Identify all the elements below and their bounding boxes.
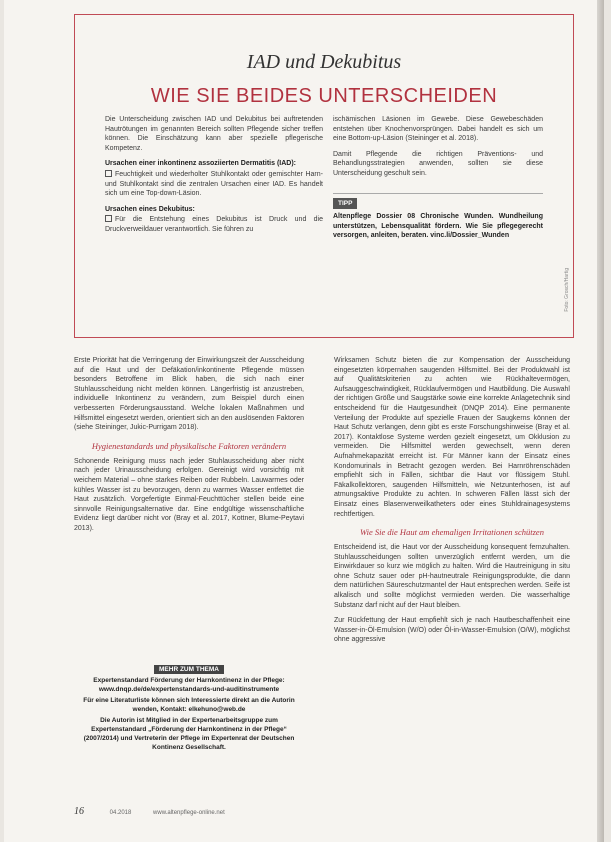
box-intro: Die Unterscheidung zwischen IAD und Dekubitus bei auftretenden Hautrötungen im genannten Bereich sollten Pflegende sicher treffen können. Die Einschätzung kann aber spezielle pflegerische Kompetenz. — [105, 116, 323, 152]
tipp-label: TIPP — [333, 198, 357, 210]
info-line: Für eine Literaturliste können sich Interessierte direkt an die Autorin wenden, Kontakt: elkehuno@web.de — [83, 697, 295, 713]
tipp-text[interactable]: Altenpflege Dossier 08 Chronische Wunden. Wundheilung unterstützen, Lebensqualität fördern. Wie Sie pflegegerecht versorgen, anleiten, beraten. vinc.li/Dossier_Wunden — [333, 213, 543, 240]
info-link[interactable]: www.dnqp.de/de/expertenstandards-und-auditinstrumente — [98, 686, 280, 693]
more-info-label: MEHR ZUM THEMA — [154, 665, 224, 674]
body-paragraph: Wirksamen Schutz bieten die zur Kompensation der Ausscheidung eingesetzten körpernahen saugenden Hilfsmittel. Bei der Produktwahl ist auf Qualitätskriterien zu achten wie Rückhaltevermögen, Aufsauggeschwindigkeit, Rücklaufvermögen und Hautbildung. Die Auswahl der richtigen Größe und Saugstärke sowie eine korrekte Anlagetechnik sind entscheidend für die Hautgesundheit (DNQP 2014). Eine permanente Verteilung der Produkte auf spezielle Frauen der Saugkerns können der Haut Schutz verlangen, denn gibt es erste Forschungshinweise (Bray et al. 2017). Kontaktlose Systeme werden gezielt eingesetzt, um Okklusion zu vermeiden. Die Hilfsmittel werden gewechselt, wenn deren Aufnahmekapazität erreicht ist. Für Männer kann der Einsatz eines Kondomurinals in Betracht gezogen werden. Bei Harnröhrenschäden empfiehlt sich in Fällen, sichtbar die Haut vor flüssigem Stuhl. Fäkalkollektoren, saugenden Hilfsmitteln, wie Netzunterhosen, ist auf atmungsaktive Produkte zu achten. In schweren Fällen lässt sich der Einsatz eines Blasenverweilkatheters oder eines Stuhldrainagesystems rechtfertigen. — [334, 357, 570, 518]
checkbox-icon — [105, 170, 112, 177]
sidebar-box — [74, 14, 574, 338]
dekubitus-text: Für die Entstehung eines Dekubitus ist Druck und die Druckverweildauer verantwortlich. Sie führen zu — [105, 216, 323, 233]
page-footer — [74, 806, 334, 817]
box-kicker: IAD und Dekubitus — [246, 51, 402, 73]
body-paragraph: Entscheidend ist, die Haut vor der Ausscheidung konsequent fernzuhalten. Stuhlausscheidungen sollten unverzüglich entfernt werden, um die Einwirkdauer so kurz wie möglich zu halten. Wird die Hautreinigung in situ ohne Schutz sauer oder pH-hautneutrale Reinigungsprodukte, die dann dem natürlichen Säureschutzmantel der Haut entsprechen werden. Seife ist alkalisch und sollte möglichst vermieden werden. Die wasserhaltige Substanz darf nicht auf der Haut bleiben. — [334, 544, 570, 609]
tipp-block — [333, 193, 543, 241]
box-col2-text2: Damit Pflegende die richtigen Präventions- und Behandlungsstrategien anwenden, sollten sie diese Unterscheidung geschult sein. — [333, 150, 543, 177]
dekubitus-heading: Ursachen eines Dekubitus: — [105, 205, 195, 213]
box-col2-text: ischämischen Läsionen im Gewebe. Diese Gewebeschäden entstehen über Knochenvorsprüngen. Dabei handelt es sich um eine Bottom-up-Läsion (Steininger et al. 2018). — [333, 116, 543, 143]
checkbox-icon — [105, 215, 112, 222]
body-column-right — [334, 356, 570, 651]
info-line: Expertenstandard Förderung der Harnkontinenz in der Pflege: — [93, 677, 285, 684]
iad-heading: Ursachen einer inkontinenz assoziierten Dermatitis (IAD): — [105, 160, 296, 168]
body-paragraph: Erste Priorität hat die Verringerung der Einwirkungszeit der Ausscheidung auf die Haut und der Defäkation/inkontinente Pflegende müssen besonders Betroffene im Blick haben, die sich nach einer Stuhlausscheidung nicht melden können. Längerfristig ist anzustreben, individuelle Inkontinenz zu verändern, zum Beispiel durch einen verbesserten Förderungsausstand. Welche lokalen Maßnahmen und Hilfsmittel eingesetzt werden, orientiert sich an den auslösenden Faktoren (siehe Steininger, Jukic-Purrigam 2018). — [74, 357, 304, 432]
body-paragraph: Zur Rückfettung der Haut empfiehlt sich je nach Hautbeschaffenheit eine Wasser-in-Öl-Emulsion (W/O) oder Öl-in-Wasser-Emulsion (O/W), möglichst ohne aggressive — [334, 617, 570, 644]
iad-text: Feuchtigkeit und wiederholter Stuhlkontakt oder gemischter Harn- und Stuhlkontakt sind die zentralen Ursachen einer IAD. Es handelt sich um eine Top-down-Läsion. — [105, 170, 323, 198]
website-link[interactable]: www.altenpflege-online.net — [153, 810, 225, 816]
body-column-left — [74, 356, 304, 540]
section-heading: Wie Sie die Haut am ehemaligen Irritationen schützen — [360, 527, 544, 538]
box-column-left — [105, 115, 323, 241]
box-corner-mark — [74, 14, 75, 20]
magazine-page — [4, 0, 604, 842]
box-column-right — [333, 115, 543, 241]
page-spine — [597, 0, 604, 842]
issue-label: 04.2018 — [109, 810, 132, 816]
body-paragraph: Schonende Reinigung muss nach jeder Stuhlausscheidung aber nicht nach jeder Urinausscheidung erfolgen. Gereinigt wird vorsichtig mit weichem Material – ohne starkes Reiben oder Rubbeln. Lauwarmes oder kühles Wasser ist zu bevorzugen, denn zu warmes Wasser entfettet die Haut zusätzlich. Vorgefertigte Einmal-Feuchttücher stellen beide eine sinnvolle Reinigungsalternative dar. Eine endgültige wissenschaftliche Evidenz liegt darüber nicht vor (Bray et al. 2017, Kottner, Blume-Peytavi 2013). — [74, 457, 304, 532]
photo-credit: Foto: Grosch/Hartig — [564, 268, 570, 312]
section-heading: Hygienestandards und physikalische Faktoren verändern — [91, 440, 287, 451]
more-info-box — [74, 665, 304, 752]
page-number: 16 — [74, 806, 84, 817]
box-title: WIE SIE BEIDES UNTERSCHEIDEN — [150, 85, 498, 107]
author-note: Die Autorin ist Mitglied in der Expertenarbeitsgruppe zum Expertenstandard „Förderung der Harnkontinenz in der Pflege“ (2007/2014) und Vertreterin der Pflege im Expertenrat der Deutschen Kontinenz Gesellschaft. — [83, 717, 295, 751]
